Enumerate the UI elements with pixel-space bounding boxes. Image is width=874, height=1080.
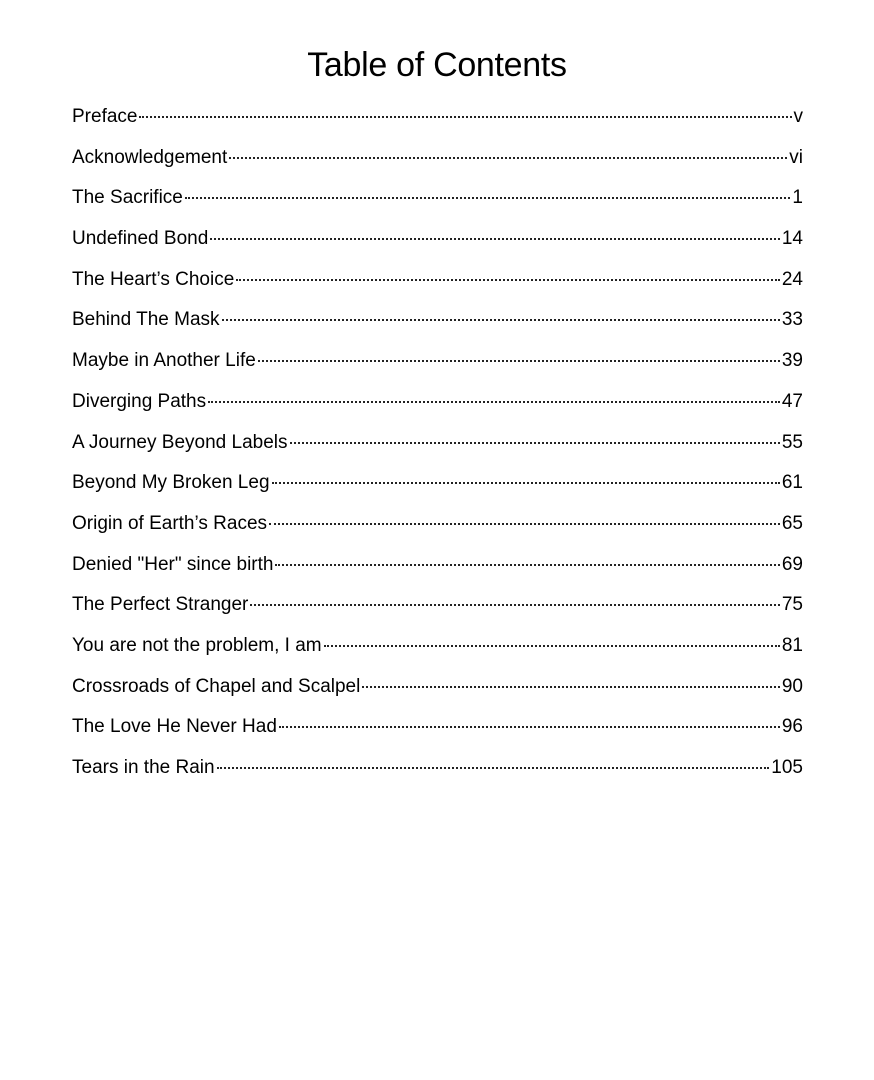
- toc-entry-label: Behind The Mask: [72, 309, 220, 331]
- toc-entry-label: Tears in the Rain: [72, 757, 215, 778]
- toc-entry[interactable]: [72, 589, 803, 630]
- toc-entry[interactable]: [72, 427, 803, 468]
- toc-entry-label: The Love He Never Had: [72, 716, 277, 738]
- toc-entry[interactable]: [72, 467, 803, 508]
- toc-entry[interactable]: [72, 101, 803, 142]
- toc-entry-page: 1: [792, 187, 803, 209]
- toc-entry-label: Undefined Bond: [72, 228, 209, 250]
- toc-dot-leader: [217, 753, 770, 773]
- toc-entry[interactable]: [72, 386, 803, 427]
- toc-entry-page: 81: [781, 634, 803, 656]
- toc-entry-label: The Sacrifice: [72, 187, 183, 209]
- toc-dot-leader: [258, 346, 780, 366]
- toc-entry-page: 90: [781, 675, 803, 697]
- toc-entry-page: 75: [781, 594, 803, 616]
- toc-entry[interactable]: [72, 182, 803, 223]
- toc-entry[interactable]: [72, 711, 803, 752]
- toc-entry-label: Acknowledgement: [72, 146, 228, 168]
- toc-dot-leader: [222, 305, 780, 325]
- toc-entry-label: The Perfect Stranger: [72, 594, 249, 616]
- toc-entry-label: Denied "Her" since birth: [72, 553, 274, 575]
- toc-entry-page: 24: [781, 268, 803, 290]
- toc-dot-leader: [236, 265, 780, 285]
- toc-entry[interactable]: [72, 630, 803, 671]
- toc-entry-label: Diverging Paths: [72, 390, 207, 412]
- toc-entry-page: 55: [781, 431, 803, 453]
- toc-entry-page: 105: [771, 757, 803, 778]
- toc-entry[interactable]: [72, 549, 803, 590]
- toc-entry-page: 14: [781, 228, 803, 250]
- toc-entry-page: vi: [789, 146, 803, 168]
- toc-entry[interactable]: [72, 752, 803, 793]
- toc-dot-leader: [362, 672, 780, 692]
- toc-entry-page: 39: [781, 350, 803, 372]
- toc-dot-leader: [272, 468, 780, 488]
- toc-dot-leader: [290, 428, 780, 448]
- toc-entry-label: Beyond My Broken Leg: [72, 472, 270, 494]
- toc-entry-page: 69: [781, 553, 803, 575]
- toc-entry-label: You are not the problem, I am: [72, 634, 322, 656]
- toc-dot-leader: [208, 387, 780, 407]
- toc-entry[interactable]: [72, 142, 803, 183]
- toc-entry[interactable]: [72, 223, 803, 264]
- toc-dot-leader: [139, 102, 791, 122]
- page-title: Table of Contents: [307, 46, 567, 84]
- toc-entry-page: 61: [781, 472, 803, 494]
- toc-dot-leader: [229, 143, 787, 163]
- toc-entry[interactable]: [72, 345, 803, 386]
- toc-entry-label: The Heart’s Choice: [72, 268, 235, 290]
- toc-entry-label: A Journey Beyond Labels: [72, 431, 288, 453]
- toc-dot-leader: [324, 631, 780, 651]
- toc-entry-label: Preface: [72, 106, 138, 127]
- toc-dot-leader: [269, 509, 780, 529]
- toc-dot-leader: [210, 224, 780, 244]
- toc-dot-leader: [275, 550, 779, 570]
- toc-entry[interactable]: [72, 508, 803, 549]
- toc-entry-label: Origin of Earth’s Races: [72, 512, 268, 534]
- toc-entry-page: 96: [781, 716, 803, 738]
- toc-dot-leader: [250, 590, 779, 610]
- toc-entry[interactable]: [72, 671, 803, 712]
- toc-dot-leader: [185, 183, 791, 203]
- toc-entry-label: Maybe in Another Life: [72, 350, 256, 372]
- toc-entry-page: 65: [781, 512, 803, 534]
- toc-list: [72, 101, 803, 793]
- toc-entry-page: 33: [781, 309, 803, 331]
- toc-entry-label: Crossroads of Chapel and Scalpel: [72, 675, 361, 697]
- toc-entry[interactable]: [72, 304, 803, 345]
- toc-dot-leader: [279, 712, 780, 732]
- toc-entry-page: 47: [781, 390, 803, 412]
- toc-entry[interactable]: [72, 264, 803, 305]
- toc-entry-page: v: [793, 106, 803, 127]
